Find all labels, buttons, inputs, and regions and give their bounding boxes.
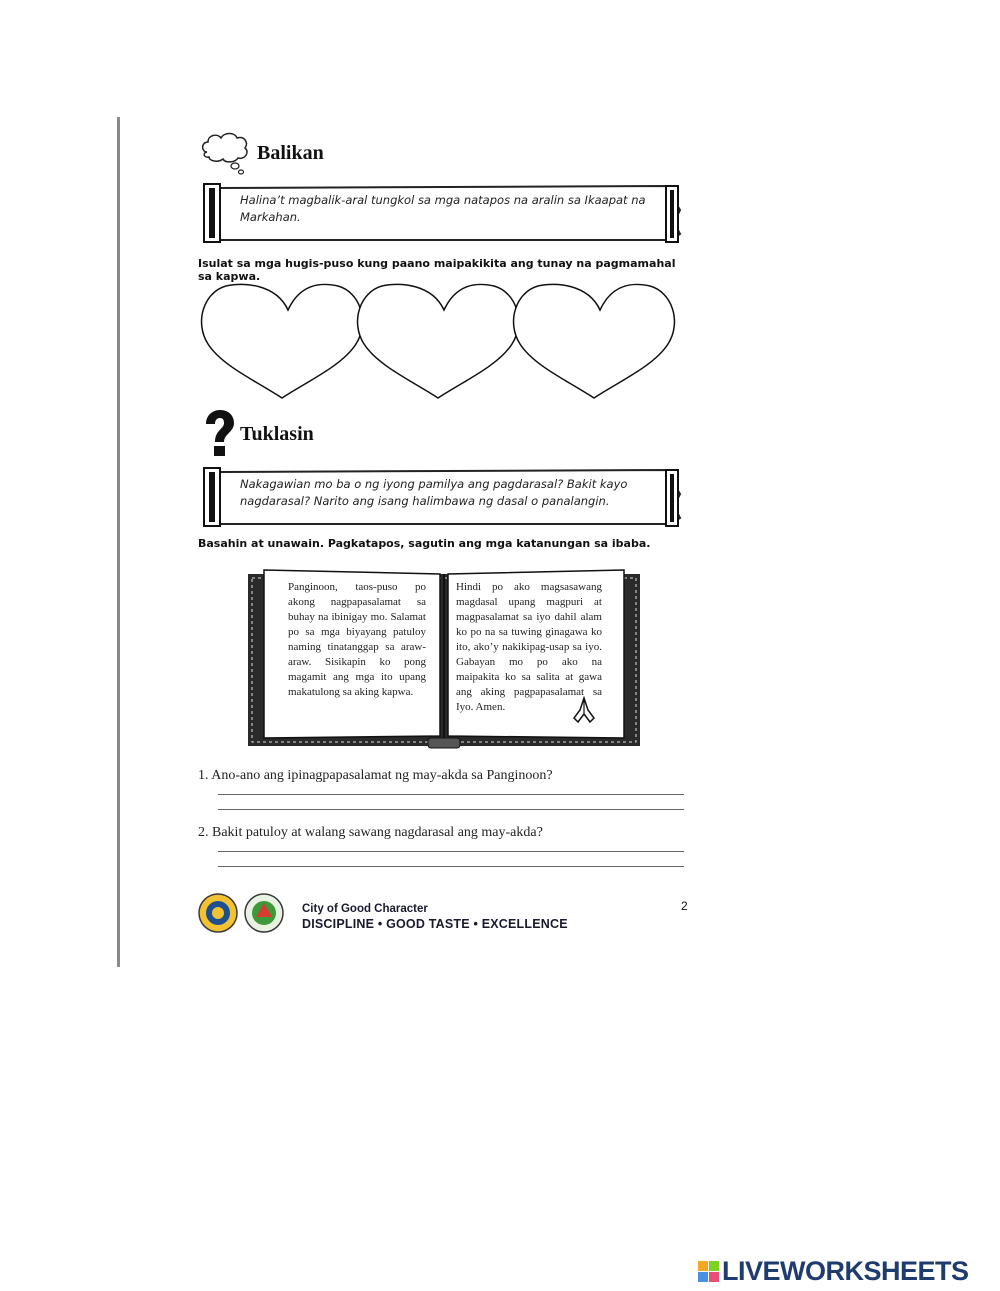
balikan-header — [199, 130, 324, 176]
answer-line-1b[interactable] — [218, 809, 684, 810]
question-1-number: 1. — [198, 768, 209, 783]
heart-shape-2 — [358, 284, 519, 398]
balikan-instruction: Isulat sa mga hugis-puso kung paano maipakikita ang tunay na pagmamahal sa kapwa. — [198, 257, 676, 283]
tuklasin-scroll-banner — [200, 466, 684, 528]
hearts-answer-area — [196, 282, 690, 400]
liveworksheets-logo-icon — [698, 1261, 719, 1282]
footer-logos — [198, 893, 284, 933]
question-2-text: Bakit patuloy at walang sawang nagdarasal ang may-akda? — [212, 825, 543, 840]
question-mark-icon — [202, 410, 236, 458]
thought-cloud-icon — [199, 130, 251, 176]
question-1-text: Ano-ano ang ipinagpapasalamat ng may-akda sa Panginoon? — [211, 768, 553, 783]
brand-icon-square-4 — [709, 1272, 719, 1282]
tuklasin-instruction: Basahin at unawain. Pagkatapos, sagutin ang mga katanungan sa ibaba. — [198, 537, 651, 550]
page-number: 2 — [681, 899, 688, 913]
page-margin-line — [117, 117, 120, 967]
liveworksheets-wordmark: LIVEWORKSHEETS — [722, 1256, 969, 1286]
question-2-number: 2. — [198, 825, 209, 840]
question-1 — [198, 768, 553, 784]
section-title-tuklasin: Tuklasin — [240, 422, 314, 445]
brand-icon-square-1 — [698, 1261, 708, 1271]
prayer-left-page-text: Panginoon, taos-puso po akong nagpapasalamat sa buhay na ibinigay mo. Salamat po sa mga biyayang patuloy naming tinatanggap sa araw-araw. Sisikapin ko pong magamit ang mga ito upang makatulong sa aking kapwa. — [288, 581, 426, 698]
heart-shape-1 — [202, 284, 363, 398]
praying-hands-icon — [570, 696, 598, 724]
section-title-balikan: Balikan — [257, 141, 324, 164]
answer-line-1a[interactable] — [218, 794, 684, 795]
brand-icon-square-3 — [698, 1272, 708, 1282]
answer-line-2b[interactable] — [218, 866, 684, 867]
balikan-scroll-banner — [200, 182, 684, 244]
liveworksheets-brand[interactable] — [698, 1256, 969, 1287]
city-seal-logo — [198, 893, 238, 933]
heart-shape-3 — [514, 284, 675, 398]
footer-values: DISCIPLINE • GOOD TASTE • EXCELLENCE — [302, 917, 568, 931]
footer-city-name: City of Good Character — [302, 903, 428, 915]
open-book-illustration — [248, 568, 640, 752]
brand-icon-square-2 — [709, 1261, 719, 1271]
tuklasin-header — [202, 410, 314, 458]
division-seal-logo — [244, 893, 284, 933]
balikan-scroll-text: Halina’t magbalik-aral tungkol sa mga natapos na aralin sa Ikaapat na Markahan. — [240, 193, 646, 224]
prayer-right-page-text: Hindi po ako magsasawang magdasal upang magpuri at magpasalamat sa iyo dahil alam ko po na sa tuwing ginagawa ko ito, ako’y nakikipag-usap sa iyo. Gabayan mo po ako na maipakita ko sa salita at gawa ang aking pagpapasalamat sa Iyo. Amen. — [456, 581, 602, 713]
answer-line-2a[interactable] — [218, 851, 684, 852]
tuklasin-scroll-text: Nakagawian mo ba o ng iyong pamilya ang pagdarasal? Bakit kayo nagdarasal? Narito ang isang halimbawa ng dasal o panalangin. — [240, 477, 628, 508]
footer-motto — [302, 903, 568, 931]
question-2 — [198, 825, 543, 841]
